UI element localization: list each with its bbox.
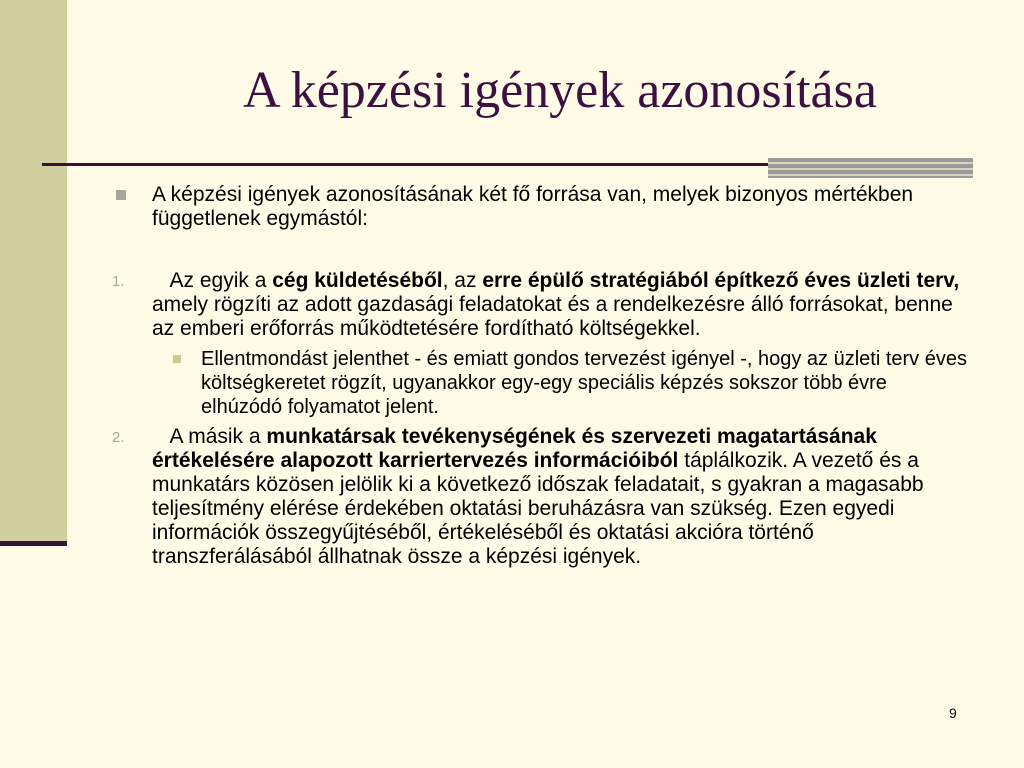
item-text	[152, 269, 959, 340]
item-number: 1.	[112, 273, 125, 290]
left-decor-band	[0, 0, 67, 545]
sub-item-text: Ellentmondást jelenthet - és emiatt gondos tervezést igényel -, hogy az üzleti terv éves költségkeretet rögzít, ugyanakkor egy-egy speciális képzés sokszor több évre elhúzódó folyamatot jelent.	[201, 348, 967, 418]
slide-body	[112, 183, 972, 569]
page-number: 9	[949, 705, 957, 721]
intro-text: A képzési igények azonosításának két fő forrása van, melyek bizonyos mértékben függetlenek egymástól:	[152, 183, 914, 230]
item-number: 2.	[112, 429, 125, 446]
square-bullet-icon	[116, 190, 126, 200]
item-text-part: A másik a	[169, 425, 267, 448]
item-text-part: , az	[442, 269, 483, 292]
item-text-part: Az egyik a	[169, 269, 273, 292]
numbered-item-1	[112, 269, 972, 341]
numbered-item-2	[112, 425, 972, 569]
square-bullet-icon	[173, 355, 181, 363]
item-text	[152, 425, 924, 568]
title-underline	[42, 163, 772, 166]
title-grey-accent	[768, 158, 973, 178]
slide-title: A képzési igények azonosítása	[243, 62, 877, 119]
intro-bullet	[112, 183, 972, 231]
item-bold-part: erre épülő stratégiából építkező éves üzleti terv,	[482, 269, 960, 292]
item-bold-part: munkatársak tevékenységének és szervezeti magatartásának értékelésére alapozott karriertervezés információiból	[152, 425, 877, 472]
sub-bullet-item	[112, 347, 972, 419]
item-bold-part: cég küldetéséből	[272, 269, 443, 292]
item-text-part: táplálkozik. A vezető és a munkatárs közösen jelölik ki a következő időszak feladatait, s gyakran a magasabb teljesítmény elérése érdekében oktatási beruházásra van szükség. Ezen egyedi információk összegyűjtéséből, értékeléséből és oktatási akcióra történő transzferálásából állhatnak össze a képzési igények.	[152, 449, 924, 568]
item-text-part: amely rögzíti az adott gazdasági feladatokat és a rendelkezésre álló forrásokat, benne az emberi erőforrás működtetésére fordítható költségekkel.	[152, 293, 953, 340]
left-decor-line	[0, 541, 67, 546]
